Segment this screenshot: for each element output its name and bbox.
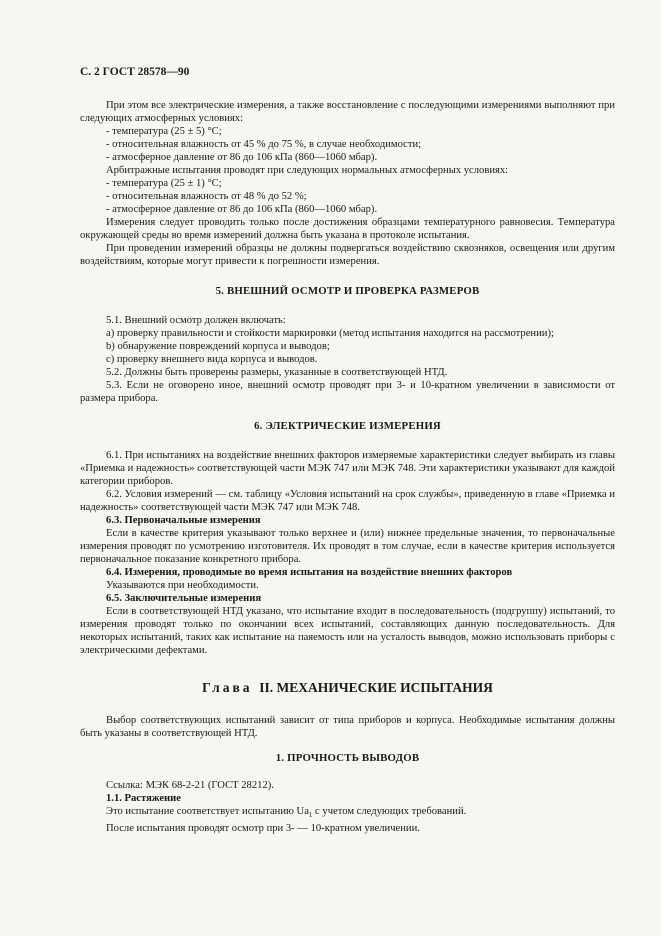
document-page [80,66,615,835]
section-6-paragraph: Если в качестве критерия указывают только верхнее и (или) нижнее предельные значения, то первоначальные измерения проводят по усмотрению изготовителя. Их проводят в том случае, если в качестве критерия используется первоначальное показание конкретного прибора. [80,528,615,565]
section-6-paragraph: Если в соответствующей НТД указано, что испытание входит в последовательность (подгруппу) испытаний, то измерения проводят только по окончании всех испытаний, составляющих данную последовательность. Для некоторых испытаний, таких как испытание на паяемость или на усталость выводов, можно использовать приборы с электрическими дефектами. [80,606,615,656]
section-6-paragraph: Указываются при необходимости. [106,580,259,591]
section-5-paragraph: 5.3. Если не оговорено иное, внешний осмотр проводят при 3- и 10-кратном увеличении в зависимости от размера прибора. [80,380,615,404]
chapter-intro: Выбор соответствующих испытаний зависит от типа приборов и корпуса. Необходимые испытания должны быть указаны в соответствующей НТД. [80,715,615,739]
subsection-heading: 1.1. Растяжение [106,793,181,804]
section-5-paragraph: 5.2. Должны быть проверены размеры, указанные в соответствующей НТД. [106,367,448,378]
section-1-paragraph: После испытания проводят осмотр при 3- — 10-кратном увеличении. [106,823,420,835]
condition-item: - относительная влажность от 48 % до 52 %; [106,191,307,202]
section-5-paragraph: с) проверку внешнего вида корпуса и выводов. [106,354,318,365]
intro-paragraph: При проведении измерений образцы не должны подвергаться воздействию сквозняков, освещения или другим воздействиям, которые могут привести к погрешности измерения. [80,243,615,267]
section-5-heading: 5. ВНЕШНИЙ ОСМОТР И ПРОВЕРКА РАЗМЕРОВ [215,285,480,297]
condition-item: - относительная влажность от 45 % до 75 %, в случае необходимости; [106,139,422,150]
intro-paragraph: Измерения следует проводить только после достижения образцами температурного равновесия. Температура окружающей среды во время измерений должна быть указана в протоколе испытания. [80,217,615,241]
chapter-word: Глава [202,680,253,695]
section-5-paragraph: b) обнаружение повреждений корпуса и выводов; [106,341,330,352]
section-5-paragraph: а) проверку правильности и стойкости маркировки (метод испытания находится на рассмотрении); [106,328,554,339]
subscript: 1 [308,811,313,820]
section-1-paragraph [80,805,615,822]
chapter-heading [80,681,615,694]
section-6-paragraph: 6.2. Условия измерений — см. таблицу «Условия испытаний на срок службы», приведенную в главе «Приемка и надежность» соответствующей части МЭК 747 или МЭК 748. [80,489,615,513]
section-5-paragraph: 5.1. Внешний осмотр должен включать: [106,315,286,326]
text-part: Это испытание соответствует испытанию Ua [106,806,309,817]
reference-line: Ссылка: МЭК 68-2-21 (ГОСТ 28212). [106,780,274,791]
subsection-heading: 6.5. Заключительные измерения [106,593,262,604]
section-1-heading: 1. ПРОЧНОСТЬ ВЫВОДОВ [275,752,420,764]
condition-item: - атмосферное давление от 86 до 106 кПа (860—1060 мбар). [106,152,378,163]
page-header: С. 2 ГОСТ 28578—90 [80,66,190,78]
subsection-heading: 6.3. Первоначальные измерения [106,515,261,526]
section-6-paragraph: 6.1. При испытаниях на воздействие внешних факторов измеряемые характеристики следует выбирать из главы «Приемка и надежность» соответствующей части МЭК 747 или МЭК 748. Эти характеристики указывают для каждой категории приборов. [80,450,615,487]
intro-paragraph: При этом все электрические измерения, а также восстановление с последующими измерениями выполняют при следующих атмосферных условиях: [80,100,615,124]
condition-item: - температура (25 ± 5) °С; [106,126,222,137]
text-part: с учетом следующих требований. [312,806,467,817]
chapter-title: II. МЕХАНИЧЕСКИЕ ИСПЫТАНИЯ [259,680,493,695]
condition-item: - температура (25 ± 1) °С; [106,178,222,189]
section-6-heading: 6. ЭЛЕКТРИЧЕСКИЕ ИЗМЕРЕНИЯ [254,420,441,432]
intro-paragraph: Арбитражные испытания проводят при следующих нормальных атмосферных условиях: [106,165,509,176]
subsection-heading: 6.4. Измерения, проводимые во время испытания на воздействие внешних факторов [106,567,513,578]
condition-item: - атмосферное давление от 86 до 106 кПа (860—1060 мбар). [106,204,378,215]
